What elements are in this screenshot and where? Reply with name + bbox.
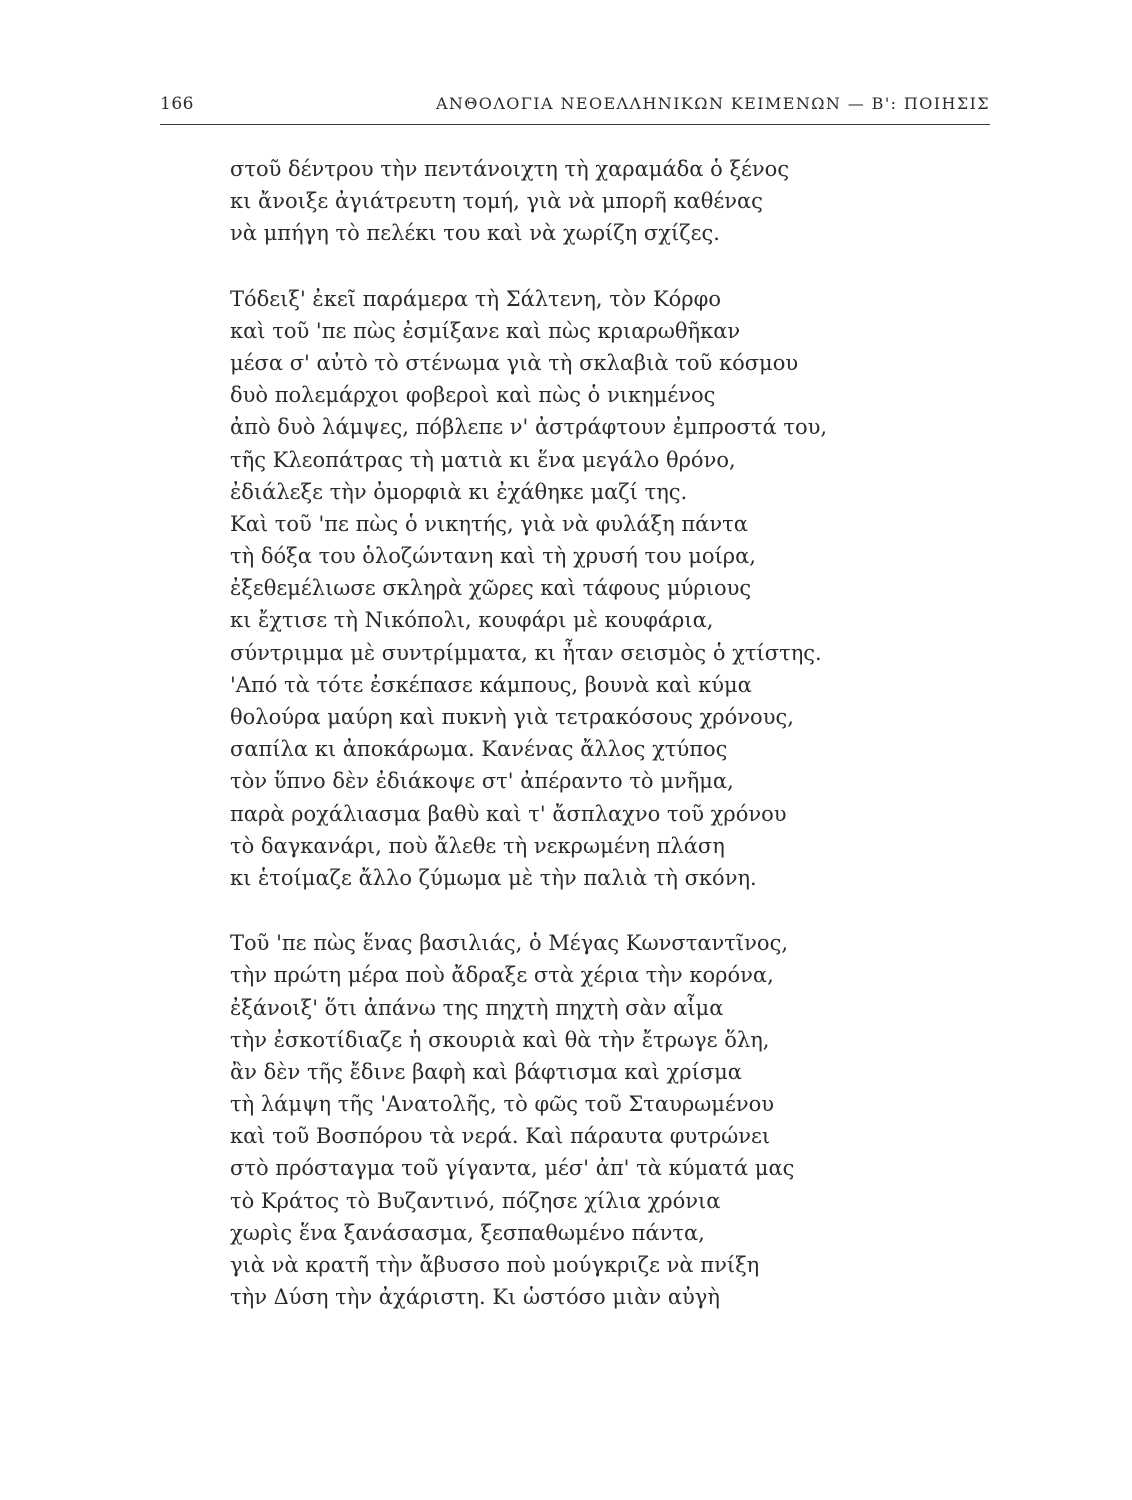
verse-line: σαπίλα κι ἀποκάρωμα. Κανένας ἄλλος χτύπος (230, 737, 728, 762)
verse-line: Καὶ τοῦ 'πε πὼς ὁ νικητής, γιὰ νὰ φυλάξη πάντα (230, 511, 748, 536)
verse-line: χωρὶς ἕνα ξανάσασμα, ξεσπαθωμένο πάντα, (230, 1220, 705, 1245)
verse-line: ἂν δὲν τῆς ἔδινε βαφὴ καὶ βάφτισμα καὶ χρίσμα (230, 1059, 742, 1084)
verse-line: ἐξεθεμέλιωσε σκληρὰ χῶρες καὶ τάφους μύριους (230, 576, 752, 601)
page-number: 166 (160, 94, 194, 114)
verse-line: τὸ δαγκανάρι, ποὺ ἄλεθε τὴ νεκρωμένη πλάση (230, 833, 725, 858)
verse-line: στὸ πρόσταγμα τοῦ γίγαντα, μέσ' ἀπ' τὰ κύματά μας (230, 1156, 795, 1181)
verse-line: τὴν ἐσκοτίδιαζε ἡ σκουριὰ καὶ θὰ τὴν ἔτρωγε ὅλη, (230, 1027, 770, 1052)
verse-line: δυὸ πολεμάρχοι φοβεροὶ καὶ πὼς ὁ νικημένος (230, 383, 716, 408)
verse-line: νὰ μπήγη τὸ πελέκι του καὶ νὰ χωρίζη σχίζες. (230, 221, 720, 246)
poem-text (230, 153, 930, 1313)
verse-line: τὴν πρώτη μέρα ποὺ ἄδραξε στὰ χέρια τὴν κορόνα, (230, 963, 774, 988)
running-title: ΑΝΘΟΛΟΓΙΑ ΝΕΟΕΛΛΗΝΙΚΩΝ ΚΕΙΜΕΝΩΝ — Β': ΠΟΙΗΣΙΣ (435, 94, 990, 113)
stanza-3 (230, 927, 930, 1313)
verse-line: 'Από τὰ τότε ἐσκέπασε κάμπους, βουνὰ καὶ κύμα (230, 672, 752, 697)
stanza-1 (230, 153, 930, 250)
verse-line: Τόδειξ' ἐκεῖ παράμερα τὴ Σάλτενη, τὸν Κόρφο (230, 286, 721, 311)
verse-line: καὶ τοῦ 'πε πὼς ἐσμίξανε καὶ πὼς κριαρωθῆκαν (230, 318, 741, 343)
verse-line: παρὰ ροχάλιασμα βαθὺ καὶ τ' ἄσπλαχνο τοῦ χρόνου (230, 801, 787, 826)
verse-line: κι ἑτοίμαζε ἄλλο ζύμωμα μὲ τὴν παλιὰ τὴ σκόνη. (230, 865, 757, 890)
verse-line: τῆς Κλεοπάτρας τὴ ματιὰ κι ἕνα μεγάλο θρόνο, (230, 447, 736, 472)
verse-line: Τοῦ 'πε πὼς ἕνας βασιλιάς, ὁ Μέγας Κωνσταντῖνος, (230, 931, 789, 956)
verse-line: στοῦ δέντρου τὴν πεντάνοιχτη τὴ χαραμάδα ὁ ξένος (230, 157, 790, 181)
verse-line: τὸ Κράτος τὸ Βυζαντινό, πόζησε χίλια χρόνια (230, 1188, 721, 1213)
verse-line: ἐδιάλεξε τὴν ὀμορφιὰ κι ἐχάθηκε μαζί της. (230, 479, 688, 504)
verse-line: τὴ λάμψη τῆς 'Ανατολῆς, τὸ φῶς τοῦ Σταυρωμένου (230, 1092, 775, 1117)
verse-line: τὴ δόξα του ὁλοζώντανη καὶ τὴ χρυσή του μοίρα, (230, 544, 756, 569)
stanza-gap (230, 250, 930, 283)
stanza-gap (230, 894, 930, 927)
verse-line: ἐξάνοιξ' ὅτι ἀπάνω της πηχτὴ πηχτὴ σὰν αἷμα (230, 995, 724, 1020)
verse-line: ἀπὸ δυὸ λάμψες, πόβλεπε ν' ἀστράφτουν ἐμπροστά του, (230, 415, 828, 440)
stanza-2 (230, 283, 930, 895)
running-header (160, 90, 990, 125)
verse-line: κι ἔχτισε τὴ Νικόπολι, κουφάρι μὲ κουφάρια, (230, 608, 714, 633)
verse-line: καὶ τοῦ Βοσπόρου τὰ νερά. Καὶ πάραυτα φυτρώνει (230, 1124, 771, 1149)
verse-line: σύντριμμα μὲ συντρίμματα, κι ἦταν σεισμὸς ὁ χτίστης. (230, 640, 822, 665)
verse-line: κι ἄνοιξε ἀγιάτρευτη τομή, γιὰ νὰ μπορῆ καθένας (230, 189, 763, 214)
verse-line: μέσα σ' αὐτὸ τὸ στένωμα γιὰ τὴ σκλαβιὰ τοῦ κόσμου (230, 350, 799, 375)
verse-line: τὸν ὕπνο δὲν ἐδιάκοψε στ' ἀπέραντο τὸ μνῆμα, (230, 769, 734, 794)
verse-line: θολούρα μαύρη καὶ πυκνὴ γιὰ τετρακόσους χρόνους, (230, 705, 794, 729)
verse-line: γιὰ νὰ κρατῆ τὴν ἄβυσσο ποὺ μούγκριζε νὰ πνίξη (230, 1253, 760, 1277)
verse-line: τὴν Δύση τὴν ἀχάριστη. Κι ὡστόσο μιὰν αὐγὴ (230, 1285, 720, 1310)
